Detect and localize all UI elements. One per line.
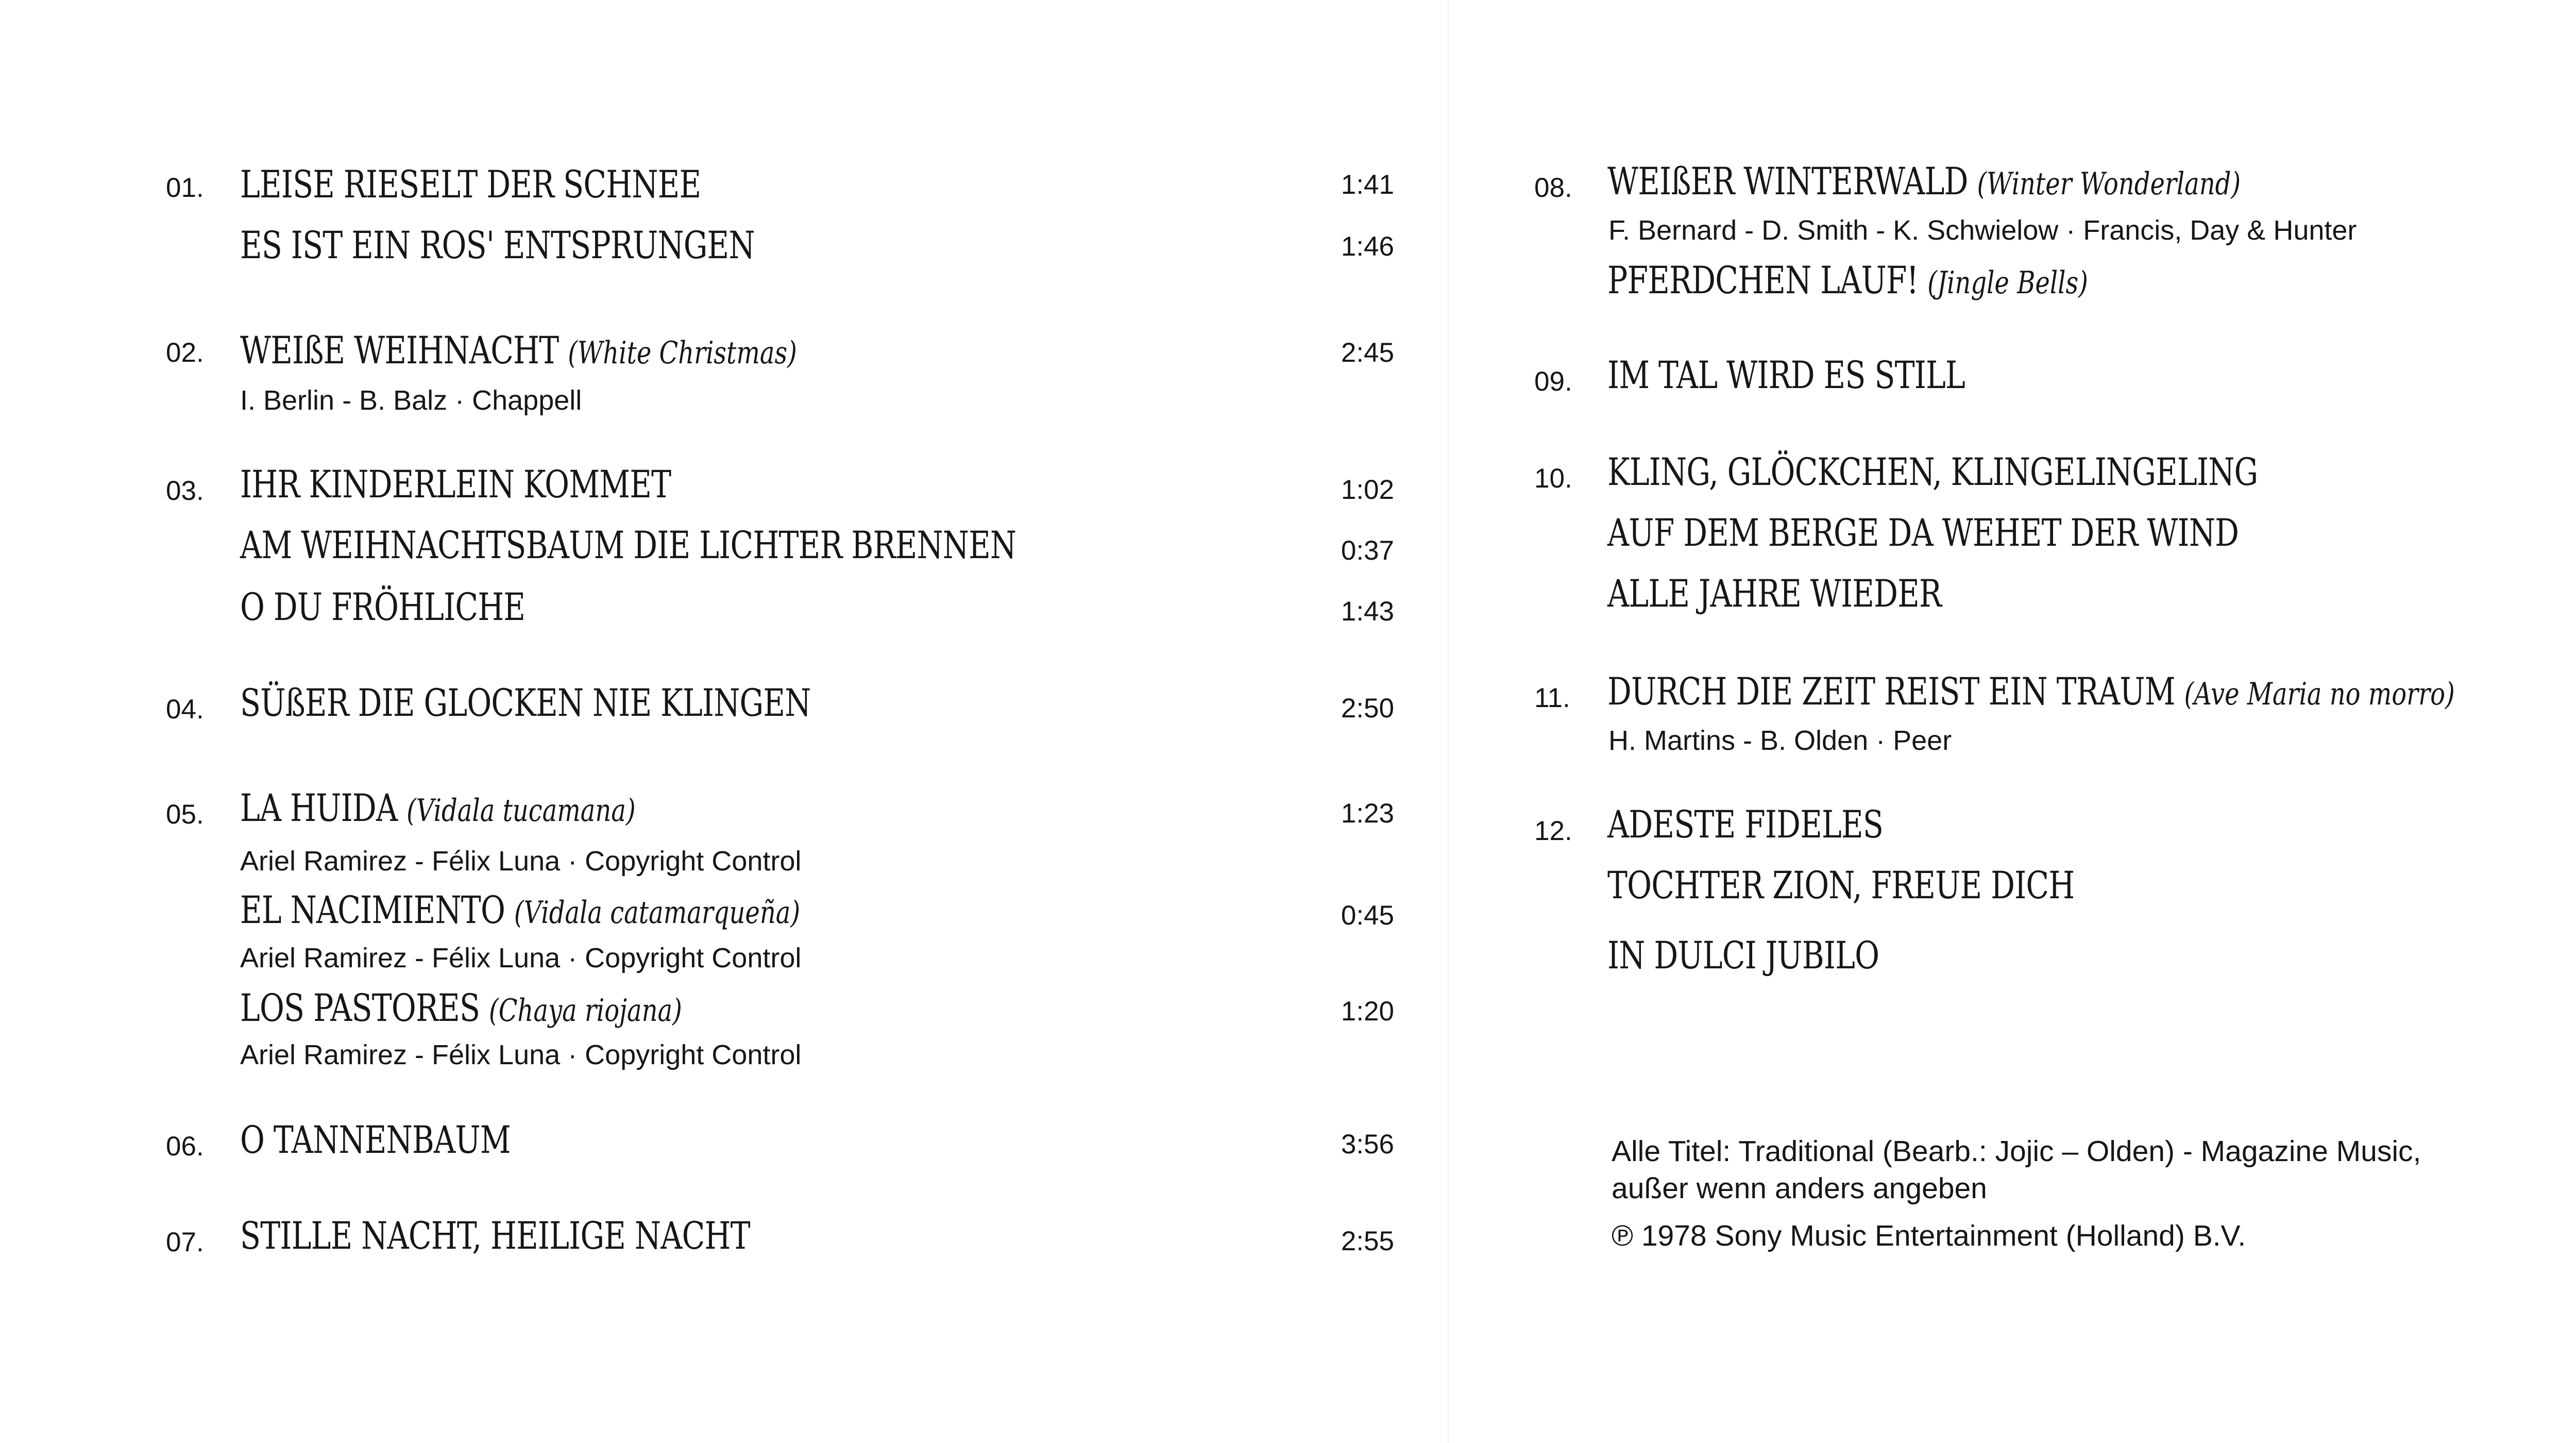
song-title: LEISE RIESELT DER SCHNEE xyxy=(240,163,701,207)
song-title-text: WEIßE WEIHNACHT xyxy=(240,329,559,373)
song-subtitle: (White Christmas) xyxy=(568,335,797,371)
song-subtitle: (Ave Maria no morro) xyxy=(2184,676,2455,712)
song-title: IN DULCI JUBILO xyxy=(1607,934,1879,978)
right-page xyxy=(1455,0,2576,1443)
song-duration: 0:45 xyxy=(1341,900,1394,931)
song-subtitle: (Chaya riojana) xyxy=(488,993,682,1029)
song-credit: Ariel Ramirez - Félix Luna · Copyright Control xyxy=(240,1039,802,1070)
track-number: 10. xyxy=(1534,463,1572,494)
song-title: IM TAL WIRD ES STILL xyxy=(1607,354,1965,397)
track-number: 05. xyxy=(166,799,204,830)
track-number: 09. xyxy=(1534,366,1572,397)
song-duration: 3:56 xyxy=(1341,1129,1394,1160)
track-number: 07. xyxy=(166,1227,204,1257)
song-title-text: DURCH DIE ZEIT REIST EIN TRAUM xyxy=(1607,670,2175,714)
song-title: SÜßER DIE GLOCKEN NIE KLINGEN xyxy=(240,681,811,725)
song-duration: 1:02 xyxy=(1341,475,1394,505)
track-number: 11. xyxy=(1534,683,1570,713)
song-subtitle: (Vidala catamarqueña) xyxy=(514,895,801,931)
song-credit: H. Martins - B. Olden · Peer xyxy=(1608,725,1952,756)
song-title-text: EL NACIMIENTO xyxy=(240,888,505,932)
song-title: O DU FRÖHLICHE xyxy=(240,585,526,629)
track-number: 12. xyxy=(1534,816,1572,846)
song-duration: 2:50 xyxy=(1341,693,1394,724)
track-number: 06. xyxy=(166,1131,204,1162)
song-title-text: PFERDCHEN LAUF! xyxy=(1607,259,1919,303)
track-number: 01. xyxy=(166,173,204,203)
song-title: ALLE JAHRE WIEDER xyxy=(1607,572,1942,616)
song-title-text: LA HUIDA xyxy=(240,786,398,830)
song-duration: 1:41 xyxy=(1341,170,1394,200)
song-title: STILLE NACHT, HEILIGE NACHT xyxy=(240,1214,750,1258)
song-title xyxy=(240,887,800,936)
song-title: KLING, GLÖCKCHEN, KLINGELINGELING xyxy=(1607,450,2258,494)
song-duration: 1:46 xyxy=(1341,231,1394,262)
song-credit: Ariel Ramirez - Félix Luna · Copyright Control xyxy=(240,846,802,877)
song-title xyxy=(240,328,797,376)
song-duration: 1:20 xyxy=(1341,996,1394,1027)
song-duration: 1:23 xyxy=(1341,798,1394,829)
song-title: ADESTE FIDELES xyxy=(1607,803,1884,847)
phonographic-copyright: ℗ 1978 Sony Music Entertainment (Holland) B.V. xyxy=(1612,1219,2246,1252)
copyright-note: Alle Titel: Traditional (Bearb.: Jojic – Olden) - Magazine Music, xyxy=(1612,1135,2421,1168)
page-fold-divider xyxy=(1448,0,1449,1443)
song-duration: 2:55 xyxy=(1341,1226,1394,1256)
track-number: 08. xyxy=(1534,173,1572,203)
song-duration: 1:43 xyxy=(1341,596,1394,627)
song-title: IHR KINDERLEIN KOMMET xyxy=(240,463,671,507)
track-number: 04. xyxy=(166,694,204,725)
song-title xyxy=(240,785,636,834)
song-title: AM WEIHNACHTSBAUM DIE LICHTER BRENNEN xyxy=(240,524,1016,567)
song-title xyxy=(1607,669,2455,717)
song-title xyxy=(1607,159,2241,207)
song-title-text: WEIßER WINTERWALD xyxy=(1607,160,1968,204)
song-title: O TANNENBAUM xyxy=(240,1118,511,1162)
song-credit: I. Berlin - B. Balz · Chappell xyxy=(240,385,582,416)
song-credit: F. Bernard - D. Smith - K. Schwielow · Francis, Day & Hunter xyxy=(1608,215,2357,246)
track-number: 02. xyxy=(166,338,204,368)
song-subtitle: (Winter Wonderland) xyxy=(1977,166,2241,202)
song-duration: 0:37 xyxy=(1341,535,1394,566)
song-subtitle: (Jingle Bells) xyxy=(1927,265,2088,301)
song-title xyxy=(1607,258,2088,306)
track-number: 03. xyxy=(166,476,204,506)
song-subtitle: (Vidala tucamana) xyxy=(406,793,636,829)
song-title: ES IST EIN ROS' ENTSPRUNGEN xyxy=(240,224,755,267)
song-title xyxy=(240,985,682,1034)
copyright-note: außer wenn anders angeben xyxy=(1612,1172,1987,1205)
song-title-text: LOS PASTORES xyxy=(240,986,480,1030)
song-title: AUF DEM BERGE DA WEHET DER WIND xyxy=(1607,511,2239,555)
song-title: TOCHTER ZION, FREUE DICH xyxy=(1607,864,2075,908)
song-credit: Ariel Ramirez - Félix Luna · Copyright Control xyxy=(240,943,802,974)
song-duration: 2:45 xyxy=(1341,338,1394,368)
